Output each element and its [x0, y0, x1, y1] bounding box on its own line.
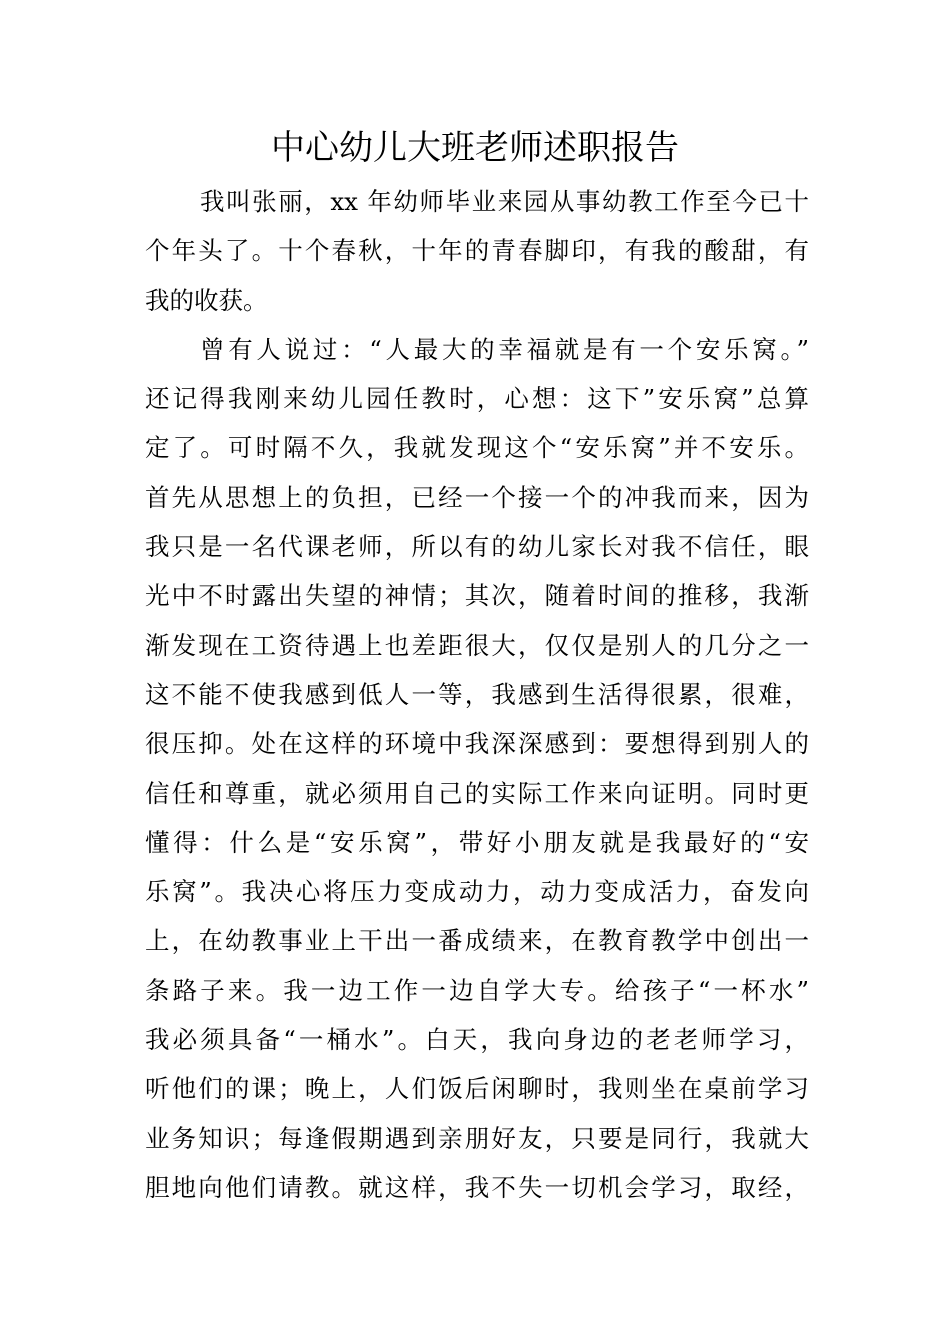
paragraph-2-line-12: 乐窝”。我决心将压力变成动力，动力变成活力，奋发向 [145, 877, 809, 907]
paragraph-2-line-4: 首先从思想上的负担，已经一个接一个的冲我而来，因为 [145, 482, 809, 512]
paragraph-2-line-6: 光中不时露出失望的神情；其次，随着时间的推移，我渐 [145, 581, 809, 611]
paragraph-2-line-2: 还记得我刚来幼儿园任教时，心想：这下”安乐窝”总算 [145, 384, 809, 414]
paragraph-2-line-15: 我必须具备“一桶水”。白天，我向身边的老老师学习， [145, 1025, 809, 1055]
paragraph-2-line-13: 上，在幼教事业上干出一番成绩来，在教育教学中创出一 [145, 926, 809, 956]
paragraph-2-line-10: 信任和尊重，就必须用自己的实际工作来向证明。同时更 [145, 778, 809, 808]
paragraph-2-line-9: 很压抑。处在这样的环境中我深深感到：要想得到别人的 [145, 729, 809, 759]
paragraph-1-line-1: 我叫张丽，xx 年幼师毕业来园从事幼教工作至今已十 [200, 187, 809, 216]
paragraph-2-line-16: 听他们的课；晚上，人们饭后闲聊时，我则坐在桌前学习 [145, 1074, 809, 1104]
paragraph-2-line-5: 我只是一名代课老师，所以有的幼儿家长对我不信任，眼 [145, 532, 809, 562]
paragraph-2-line-11: 懂得：什么是“安乐窝”，带好小朋友就是我最好的“安 [145, 827, 809, 857]
paragraph-1-line-2: 个年头了。十个春秋，十年的青春脚印，有我的酸甜，有 [145, 236, 809, 266]
paragraph-2-line-14: 条路子来。我一边工作一边自学大专。给孩子“一杯水” [145, 975, 809, 1005]
paragraph-2-line-18: 胆地向他们请教。就这样，我不失一切机会学习，取经， [145, 1172, 809, 1202]
document-body [145, 177, 809, 1212]
paragraph-2-line-3: 定了。可时隔不久，我就发现这个“安乐窝”并不安乐。 [145, 433, 809, 463]
paragraph-2-line-7: 渐发现在工资待遇上也差距很大，仅仅是别人的几分之一 [145, 630, 809, 660]
paragraph-2-line-8: 这不能不使我感到低人一等，我感到生活得很累，很难， [145, 679, 809, 709]
document-title: 中心幼儿大班老师述职报告 [271, 128, 679, 168]
paragraph-2-line-1: 曾有人说过：“人最大的幸福就是有一个安乐窝。” [200, 334, 809, 364]
paragraph-1-line-3: 我的收获。 [145, 285, 268, 315]
paragraph-2-line-17: 业务知识；每逢假期遇到亲朋好友，只要是同行，我就大 [145, 1123, 809, 1153]
